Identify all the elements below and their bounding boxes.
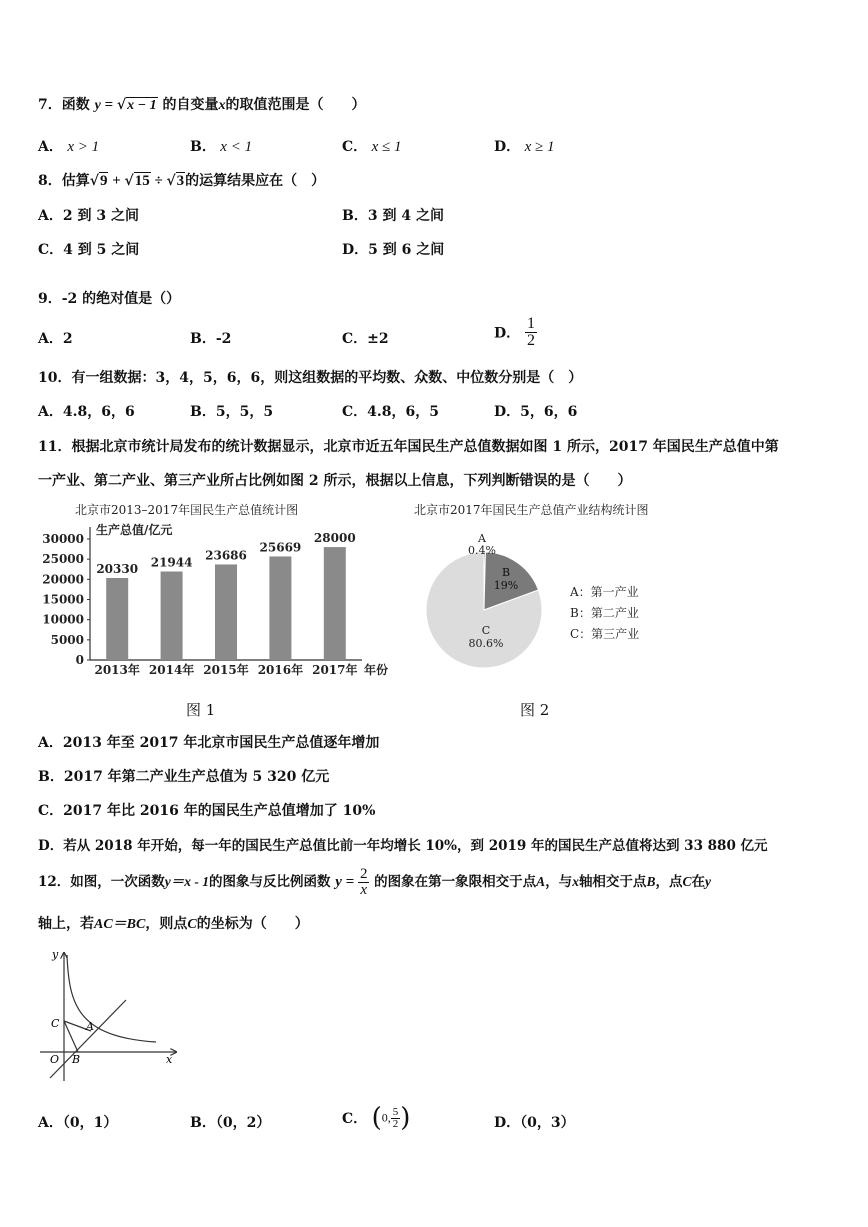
bar-2013年 (106, 578, 128, 660)
q12-stem-line2: 轴上，若AC＝BC，则点C的坐标为（ ） (38, 916, 309, 932)
q12-option-b[interactable]: B．（0，2） (190, 1115, 271, 1131)
figure-2-caption: 图 2 (520, 701, 550, 719)
pie-label-b: 19% (493, 579, 519, 592)
label-a: A (86, 1020, 94, 1033)
bar-chart-ytick-label: 0 (75, 653, 84, 667)
bar-value-label: 21944 (150, 555, 193, 570)
bar-category-label: 2014年 (148, 663, 195, 677)
q9-option-d[interactable]: D． $\frac{1}{2}$ (494, 315, 536, 349)
bar-2014年 (161, 571, 183, 660)
bar-chart-ytick-label: 5000 (50, 632, 84, 647)
pie-legend-item: A：第一产业 (570, 585, 639, 599)
q12-option-a[interactable]: A．（0，1） (38, 1115, 118, 1131)
q7-option-d[interactable]: D． x ≥ 1 (494, 139, 555, 155)
q9-option-a[interactable]: A．2 (38, 331, 73, 347)
hyperbola-curve (67, 955, 156, 1042)
pie-chart-title: 北京市2017年国民生产总值产业结构统计图 (414, 503, 649, 517)
q8-option-d[interactable]: D．5 到 6 之间 (342, 242, 445, 258)
q11-option-c[interactable]: C．2017 年比 2016 年的国民生产总值增加了 10% (38, 803, 376, 819)
q10-option-c[interactable]: C．4.8，6，5 (342, 404, 439, 420)
q8-option-a[interactable]: A．2 到 3 之间 (38, 208, 139, 224)
q11-stem-line2: 一产业、第二产业、第三产业所占比例如图 2 所示，根据以上信息，下列判断错误的是（ ） (38, 473, 632, 489)
bar-chart-title: 北京市2013–2017年国民生产总值统计图 (75, 503, 299, 517)
label-b: B (72, 1053, 81, 1066)
q11-stem-line1: 11．根据北京市统计局发布的统计数据显示，北京市近五年国民生产总值数据如图 1 所示，2017 年国民生产总值中第 (38, 439, 779, 455)
bar-chart-ytick-label: 15000 (42, 592, 84, 607)
pie-key-a: A (478, 532, 486, 545)
bar-category-label: 2017年 (312, 663, 358, 677)
q9-stem: 9．-2 的绝对值是（） (38, 291, 181, 307)
bar-chart-ytick-label: 20000 (42, 572, 84, 587)
bar-chart-ylabel: 生产总值/亿元 (96, 523, 173, 537)
q12-option-c[interactable]: C． (0, $\frac{5}{2}$ ) (342, 1103, 411, 1133)
line-y-equals-x-minus-1 (50, 1000, 126, 1078)
q11-option-b[interactable]: B．2017 年第二产业生产总值为 5 320 亿元 (38, 769, 330, 785)
label-x: x (166, 1053, 173, 1066)
q10-option-b[interactable]: B．5，5，5 (190, 404, 274, 420)
bar-chart-ytick-label: 30000 (42, 532, 84, 546)
bar-2017年 (324, 547, 346, 660)
figure-1-caption: 图 1 (186, 701, 216, 719)
q7-option-b[interactable]: B． x < 1 (190, 139, 253, 155)
q9-option-c[interactable]: C．±2 (342, 331, 389, 347)
fraction-two-over-x: $\frac{2}{x}$ (359, 866, 368, 898)
label-c: C (51, 1017, 60, 1030)
bar-chart-xlabel: 年份 (364, 663, 389, 677)
pie-label-a: 0.4% (468, 544, 496, 557)
q7-stem: 7．函数 y = √x − 1 的自变量x的取值范围是（ ） (38, 97, 366, 113)
q10-option-a[interactable]: A．4.8，6，6 (38, 404, 135, 420)
q8-stem: 8．估算√9 + √15 ÷ √3的运算结果应在（ ） (38, 173, 326, 189)
bar-category-label: 2015年 (203, 663, 249, 677)
pie-key-b: B (501, 566, 511, 579)
q7-option-a[interactable]: A． x > 1 (38, 139, 100, 155)
bar-category-label: 2013年 (94, 663, 140, 677)
q8-option-b[interactable]: B．3 到 4 之间 (342, 208, 444, 224)
q12-function-graph (38, 945, 188, 1085)
bar-chart-ytick-label: 10000 (42, 612, 84, 627)
q12-option-d[interactable]: D．（0，3） (494, 1115, 575, 1131)
q10-stem: 10．有一组数据：3，4，5，6，6，则这组数据的平均数、众数、中位数分别是（ ） (38, 370, 583, 386)
fraction-five-halves: $\frac{5}{2}$ (392, 1105, 399, 1130)
bar-value-label: 20330 (96, 562, 139, 577)
bar-value-label: 23686 (205, 548, 247, 563)
pie-legend-item: B：第二产业 (570, 606, 639, 620)
q9-option-b[interactable]: B．-2 (190, 331, 232, 347)
label-o: O (50, 1053, 60, 1066)
pie-label-c: 80.6% (468, 637, 504, 650)
pie-chart (412, 498, 712, 668)
q12-stem-line1: 12．如图，一次函数y＝x - 1的图象与反比例函数 y = $\frac{2}{x}$ 的图象在第一象限相交于点A，与x轴相交于点B，点C在y (38, 866, 711, 898)
q7-option-c[interactable]: C． x ≤ 1 (342, 139, 402, 155)
bar-value-label: 28000 (313, 531, 356, 546)
pie-key-c: C (481, 624, 491, 637)
label-y: y (52, 948, 59, 961)
bar-2016年 (269, 556, 291, 660)
bar-category-label: 2016年 (257, 663, 304, 677)
bar-chart-ytick-label: 25000 (42, 552, 84, 567)
bar-2015年 (215, 564, 237, 660)
q8-option-c[interactable]: C．4 到 5 之间 (38, 242, 140, 258)
pie-legend-item: C：第三产业 (570, 627, 640, 641)
bar-value-label: 25669 (259, 540, 302, 555)
q11-option-a[interactable]: A．2013 年至 2017 年北京市国民生产总值逐年增加 (38, 735, 380, 751)
q11-option-d[interactable]: D．若从 2018 年开始，每一年的国民生产总值比前一年均增长 10%，到 2019 年的国民生产总值将达到 33 880 亿元 (38, 838, 768, 854)
bar-chart (30, 498, 400, 688)
fraction-one-half: $\frac{1}{2}$ (527, 315, 536, 349)
q10-option-d[interactable]: D．5，6，6 (494, 404, 578, 420)
